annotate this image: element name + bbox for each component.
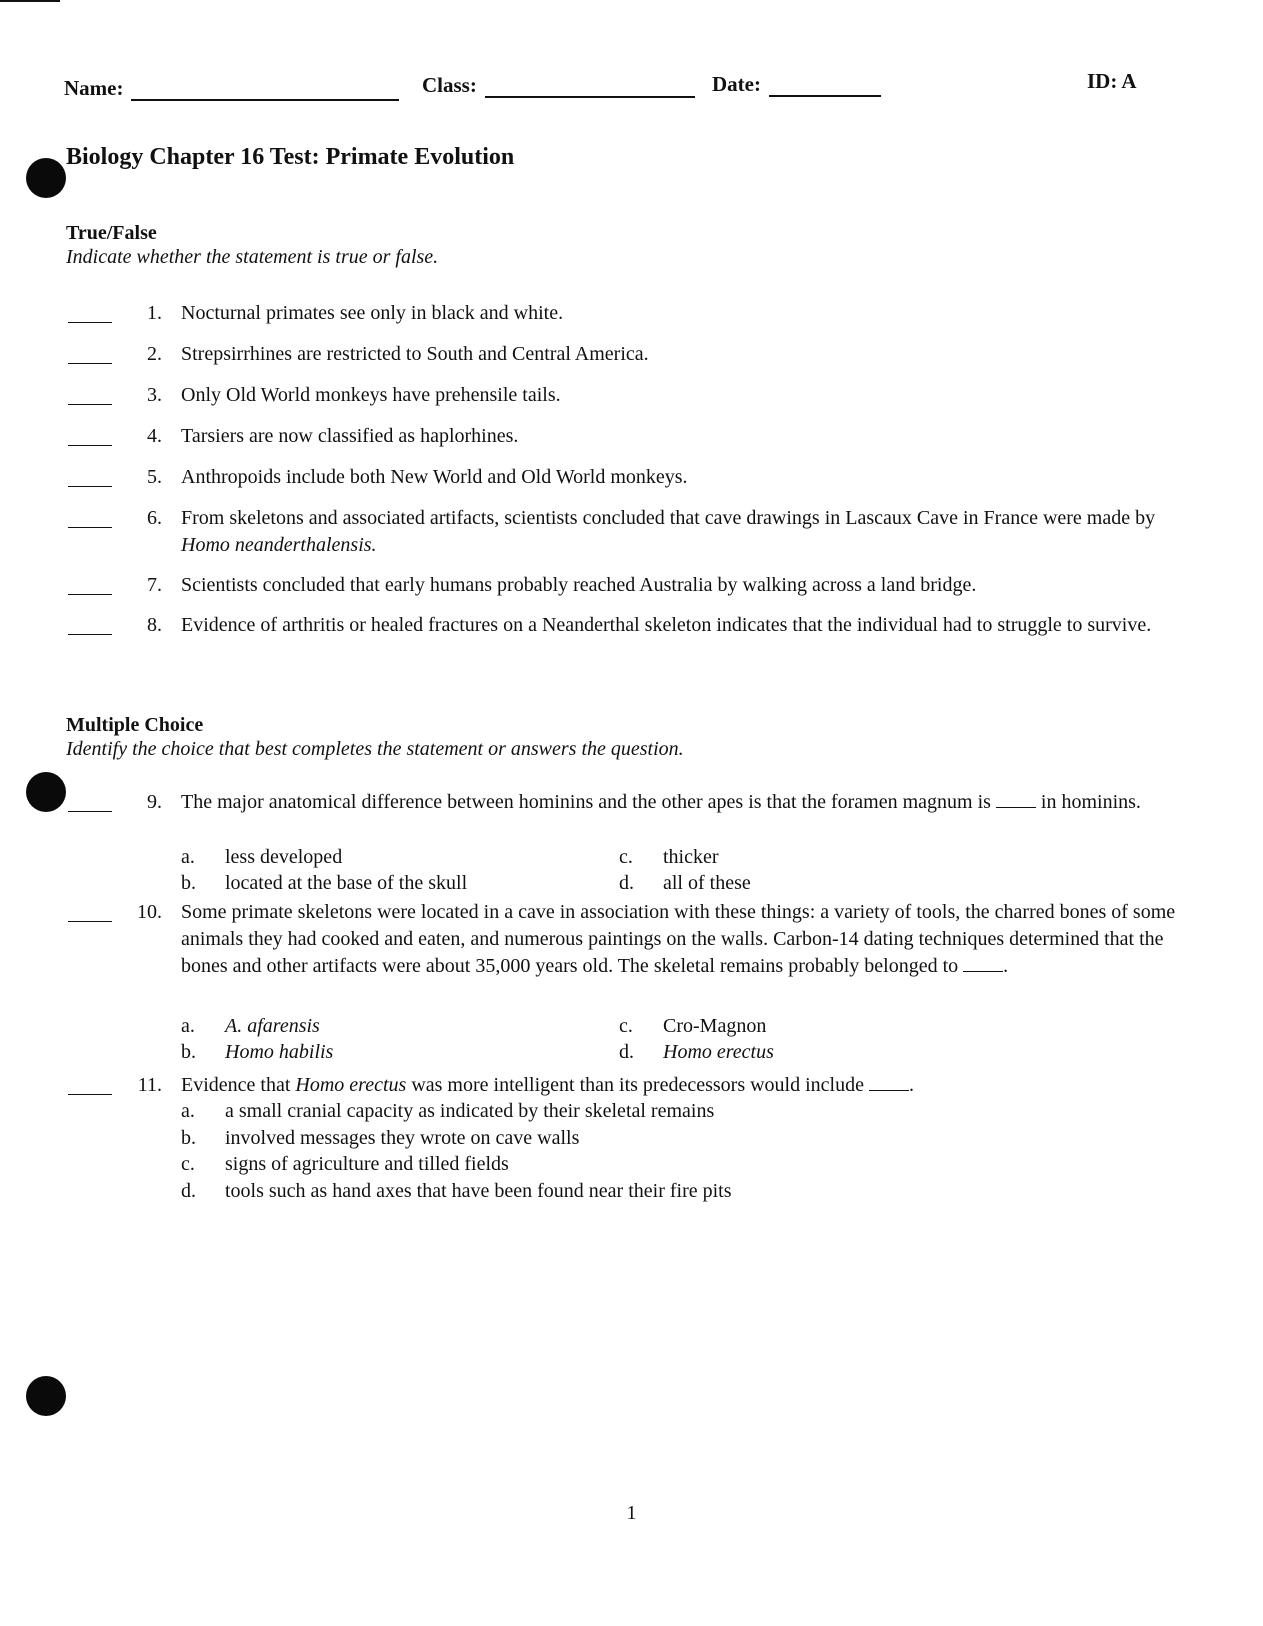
class-line[interactable]: [485, 78, 695, 98]
header-row: [0, 69, 1263, 102]
question-number: 9.: [147, 791, 162, 813]
date-field: [712, 72, 881, 97]
answer-blank[interactable]: [68, 1094, 112, 1095]
page-title: Biology Chapter 16 Test: Primate Evolution: [66, 144, 515, 170]
question-text: Tarsiers are now classified as haplorhines.: [181, 425, 519, 447]
question-text: [181, 1072, 1201, 1099]
question-text-part: .: [908, 1074, 914, 1096]
choice-text: A. afarensis: [225, 1015, 320, 1037]
choice-d[interactable]: [619, 870, 751, 897]
question-text: Anthropoids include both New World and Old World monkeys.: [181, 466, 688, 488]
punch-hole-bottom: [26, 1376, 66, 1416]
choice-letter: b.: [181, 872, 196, 894]
question-text-italic: Homo neanderthalensis.: [181, 534, 377, 556]
question-text: Nocturnal primates see only in black and white.: [181, 302, 564, 324]
choice-c[interactable]: [619, 844, 719, 871]
question-number: 5.: [147, 466, 162, 488]
choice-text: Cro-Magnon: [663, 1015, 767, 1037]
choice-text: signs of agriculture and tilled fields: [225, 1153, 509, 1175]
choice-text: a small cranial capacity as indicated by their skeletal remains: [225, 1100, 715, 1122]
question-text-part: Evidence that: [181, 1074, 296, 1096]
fill-in-blank: [996, 791, 1036, 808]
class-field: [422, 73, 695, 98]
choice-b[interactable]: [181, 1125, 579, 1152]
answer-blank[interactable]: [68, 404, 112, 405]
true-false-heading: True/False: [66, 222, 157, 244]
fill-in-blank: [869, 1074, 909, 1091]
question-text-part: .: [1003, 955, 1009, 977]
choice-text: located at the base of the skull: [225, 872, 468, 894]
choice-letter: b.: [181, 1126, 196, 1149]
question-text-part: in hominins.: [1035, 791, 1141, 813]
question-number: 1.: [147, 302, 162, 324]
choice-c[interactable]: [619, 1013, 766, 1040]
true-false-instruction: Indicate whether the statement is true or false.: [66, 246, 439, 268]
choice-text: less developed: [225, 846, 343, 868]
answer-blank[interactable]: [68, 322, 112, 323]
choice-letter: a.: [181, 1015, 195, 1037]
date-label: Date:: [712, 72, 761, 96]
choice-text: Homo erectus: [663, 1041, 774, 1063]
question-text: [181, 899, 1201, 980]
question-number: 2.: [147, 343, 162, 365]
answer-blank[interactable]: [68, 445, 112, 446]
choice-letter: a.: [181, 846, 195, 868]
choice-letter: c.: [619, 846, 633, 868]
question-text-part: From skeletons and associated artifacts, scientists concluded that cave drawings in Lascaux Cave in France were made by: [181, 507, 1156, 529]
question-text-part: Some primate skeletons were located in a cave in association with these things: a variety of tools, the charred bones of some animals they had cooked and eaten, and numerous paintings on the walls. Carbon-14 dating techniques determined that the bones and other artifacts were about 35,000 years old. The skeletal remains probably belonged to: [181, 901, 1176, 977]
answer-blank[interactable]: [68, 363, 112, 364]
choice-text: all of these: [663, 872, 751, 894]
answer-blank[interactable]: [68, 527, 112, 528]
choice-letter: c.: [619, 1015, 633, 1037]
question-number: 7.: [147, 574, 162, 596]
choice-letter: d.: [181, 1179, 196, 1202]
name-field: [64, 76, 399, 101]
date-line[interactable]: [769, 77, 881, 97]
multiple-choice-instruction: Identify the choice that best completes the statement or answers the question.: [66, 738, 684, 760]
answer-blank[interactable]: [68, 486, 112, 487]
choice-letter: a.: [181, 1100, 195, 1122]
question-number: 3.: [147, 384, 162, 406]
page-number: 1: [626, 1502, 637, 1524]
name-label: Name:: [64, 76, 124, 100]
question-text: Evidence of arthritis or healed fractures on a Neanderthal skeleton indicates that the individual had to struggle to survive.: [181, 614, 1152, 636]
question-text: [181, 789, 1201, 816]
choice-letter: d.: [619, 1041, 634, 1063]
question-text-part: The major anatomical difference between hominins and the other apes is that the foramen magnum is: [181, 791, 996, 813]
answer-blank[interactable]: [68, 921, 112, 922]
fill-in-blank: [963, 955, 1003, 972]
question-number: 8.: [147, 614, 162, 636]
id-label: ID: A: [1087, 69, 1137, 93]
question-text: Only Old World monkeys have prehensile tails.: [181, 384, 561, 406]
question-number: 10.: [137, 901, 162, 923]
answer-blank[interactable]: [68, 634, 112, 635]
id-field: [1087, 69, 1137, 94]
choice-a[interactable]: [181, 1013, 320, 1040]
choice-d[interactable]: [181, 1178, 732, 1205]
choice-text: thicker: [663, 846, 719, 868]
answer-blank[interactable]: [68, 594, 112, 595]
choice-a[interactable]: [181, 1098, 714, 1125]
choice-letter: c.: [181, 1153, 195, 1175]
question-text-part: was more intelligent than its predecessors would include: [406, 1074, 869, 1096]
question-number: 4.: [147, 425, 162, 447]
question-text-italic: Homo erectus: [295, 1074, 407, 1096]
scan-corner-mark: [0, 0, 60, 2]
multiple-choice-heading: Multiple Choice: [66, 714, 204, 736]
name-line[interactable]: [131, 81, 399, 101]
choice-b[interactable]: [181, 1039, 333, 1066]
class-label: Class:: [422, 73, 477, 97]
question-number: 11.: [137, 1074, 162, 1096]
choice-text: tools such as hand axes that have been found near their fire pits: [225, 1179, 732, 1202]
choice-b[interactable]: [181, 870, 467, 897]
answer-blank[interactable]: [68, 811, 112, 812]
choice-c[interactable]: [181, 1151, 509, 1178]
choice-a[interactable]: [181, 844, 342, 871]
question-text: [181, 505, 1201, 559]
punch-hole-middle: [26, 772, 66, 812]
choice-text: involved messages they wrote on cave walls: [225, 1126, 580, 1149]
choice-letter: b.: [181, 1041, 196, 1063]
choice-text: Homo habilis: [225, 1041, 334, 1063]
choice-letter: d.: [619, 872, 634, 894]
question-text: Scientists concluded that early humans probably reached Australia by walking across a land bridge.: [181, 574, 977, 596]
punch-hole-top: [26, 158, 66, 198]
choice-d[interactable]: [619, 1039, 774, 1066]
question-number: 6.: [147, 507, 162, 529]
question-text: Strepsirrhines are restricted to South and Central America.: [181, 343, 649, 365]
